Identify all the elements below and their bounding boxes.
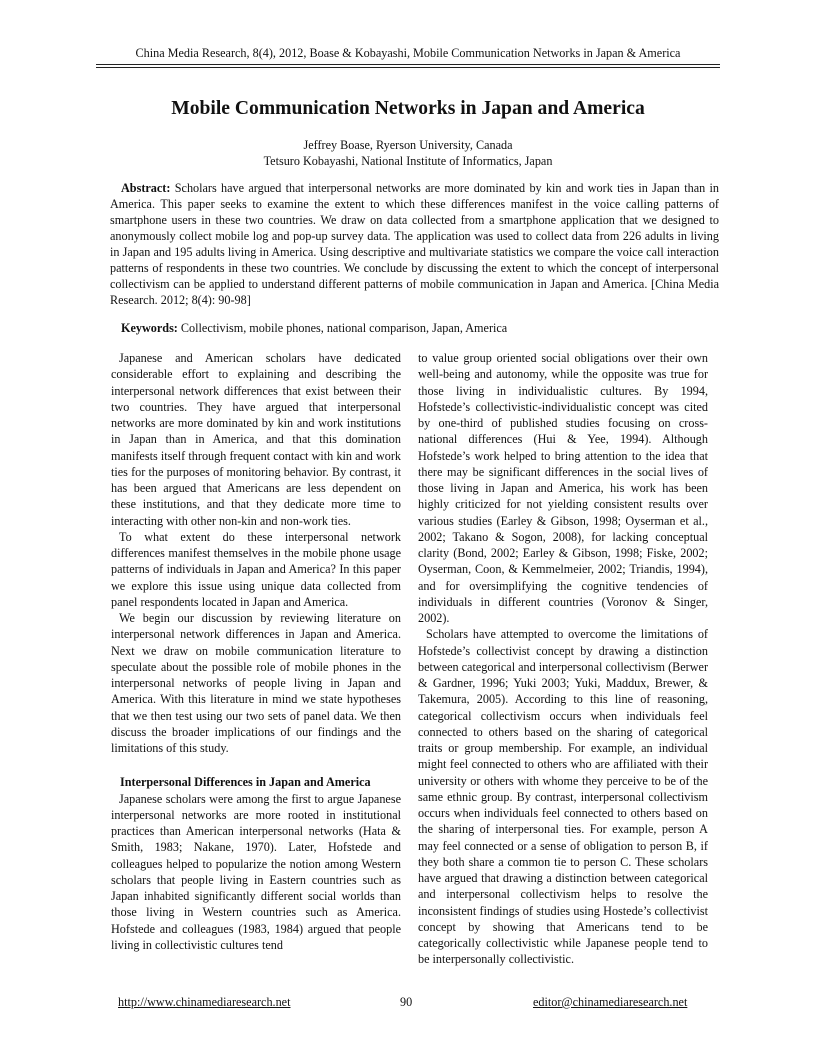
running-header: China Media Research, 8(4), 2012, Boase & Kobayashi, Mobile Communication Networks in Japan & America [135, 46, 681, 60]
section-heading: Interpersonal Differences in Japan and America [120, 775, 371, 790]
body-paragraph: Japanese and American scholars have dedicated considerable effort to explaining and describing the interpersonal network differences that exist between their two countries. They have argued that interpersonal networks are more dominated by kin and work institutions in Japan than in America, and that this domination manifests itself through frequent contact with kin and work ties for the purposes of monitoring behavior. By contrast, it has been argued that Americans are less dependent on these institutions, and that they dedicate more time to interacting with other non-kin and non-work ties. [111, 351, 401, 528]
left-column [111, 350, 401, 953]
author-block [96, 137, 720, 169]
body-paragraph: To what extent do these interpersonal network differences manifest themselves in the mobile phone usage patterns of individuals in Japan and America? In this paper we explore this issue using unique data collected from panel respondents located in Japan and America. [111, 529, 401, 609]
footer-website-link[interactable]: http://www.chinamediaresearch.net [118, 995, 291, 1009]
paper-title: Mobile Communication Networks in Japan and America [171, 98, 645, 119]
body-paragraph: Scholars have attempted to overcome the limitations of Hofstede’s collectivist concept by drawing a distinction between categorical and interpersonal collectivism (Berwer & Gardner, 1996; Yuki 2003; Yuki, Maddux, Brewer, & Takemura, 2005). According to this line of reasoning, categorical collectivism occurs when individuals feel connected to others based on the sharing of categorical traits or group membership. For example, an individual might feel connected to others who are affiliated with their university or others with whome they perceive to be of the same ethnic group. By contrast, interpersonal collectivism occurs when individuals feel connected to others based on the sharing of interpersonal ties. For example, person A may feel connected or a sense of obligation to person B, if they both share a common tie to person C. These scholars have argued that drawing a distinction between categorical and interpersonal collectivism helps to resolve the inconsistent findings of studies using Hostede’s collectivist concept by showing that Americans tend to be categorically collectivistic while Japanese people tend to be interpersonally collectivistic. [418, 627, 709, 967]
abstract [110, 180, 719, 308]
abstract-text: Scholars have argued that interpersonal networks are more dominated by kin and work ties in Japan than in America. This paper seeks to examine the extent to which these differences manifest in the voice calling patterns of smartphone users in these two countries. We draw on data collected from a smartphone application that we designed to anonymously collect mobile log and pop-up survey data. The application was used to collect data from 226 adults in living in Japan and 195 adults living in America. Using descriptive and multivariate statistics we compare the voice call interaction patterns of respondents in these two countries. We conclude by discussing the extent to which the concept of interpersonal collectivism can be applied to understand different patterns of mobile communication in Japan and America. [China Media Research. 2012; 8(4): 90-98] [110, 181, 720, 307]
body-paragraph: to value group oriented social obligations over their own well-being and autonomy, while the opposite was true for those living in individualistic cultures. By 1994, Hofstede’s collectivistic-individualistic concept was cited by one-third of published studies focusing on cross-national differences (Hui & Yee, 1994). Although Hofstede’s work helped to bring attention to the idea that there may be significant differences in the social lives of those living in Japan and America, his work has been highly criticized for not yielding consistent results over various studies (Earley & Gibson, 1998; Oyserman et al., 2002; Takano & Sogon, 2008), for lacking conceptual clarity (Bond, 2002; Earley & Gibson, 1998; Fiske, 2002; Oyserman, Coon, & Kemmelmeier, 2002; Triandis, 1994), and for oversimplifying the cognitive tendencies of individuals in different countries (Voronov & Singer, 2002). [418, 351, 708, 625]
author-line: Jeffrey Boase, Ryerson University, Canada [303, 138, 513, 152]
footer-email-link[interactable]: editor@chinamediaresearch.net [533, 995, 688, 1009]
keywords [121, 320, 719, 336]
section-spacer [111, 756, 401, 774]
body-paragraph: Japanese scholars were among the first to argue Japanese interpersonal networks are more rooted in institutional practices than American interpersonal networks (Hata & Smith, 1983; Nakane, 1970). Later, Hofstede and colleagues helped to popularize the notion among Western scholars that people living in Eastern countries such as Japan inhabited significantly different social worlds than those living in Western countries such as America. Hofstede and colleagues (1983, 1984) argued that people living in collectivistic cultures tend [111, 791, 401, 952]
body-paragraph: We begin our discussion by reviewing literature on interpersonal network differences in Japan and America. Next we draw on mobile communication literature to speculate about the possible role of mobile phones in the interpersonal networks of people living in Japan and America. With this literature in mind we state hypotheses that we then test using our two sets of panel data. We then discuss the broader implications of our findings and the limitations of this study. [111, 611, 401, 755]
abstract-label: Abstract: [121, 181, 171, 195]
header-rule-thin [96, 67, 720, 68]
right-column [418, 350, 708, 968]
keywords-label: Keywords: [121, 321, 178, 335]
page-number: 90 [400, 995, 413, 1009]
header-rule [96, 64, 720, 65]
author-line: Tetsuro Kobayashi, National Institute of Informatics, Japan [263, 154, 553, 168]
keywords-text: Collectivism, mobile phones, national comparison, Japan, America [180, 321, 508, 335]
